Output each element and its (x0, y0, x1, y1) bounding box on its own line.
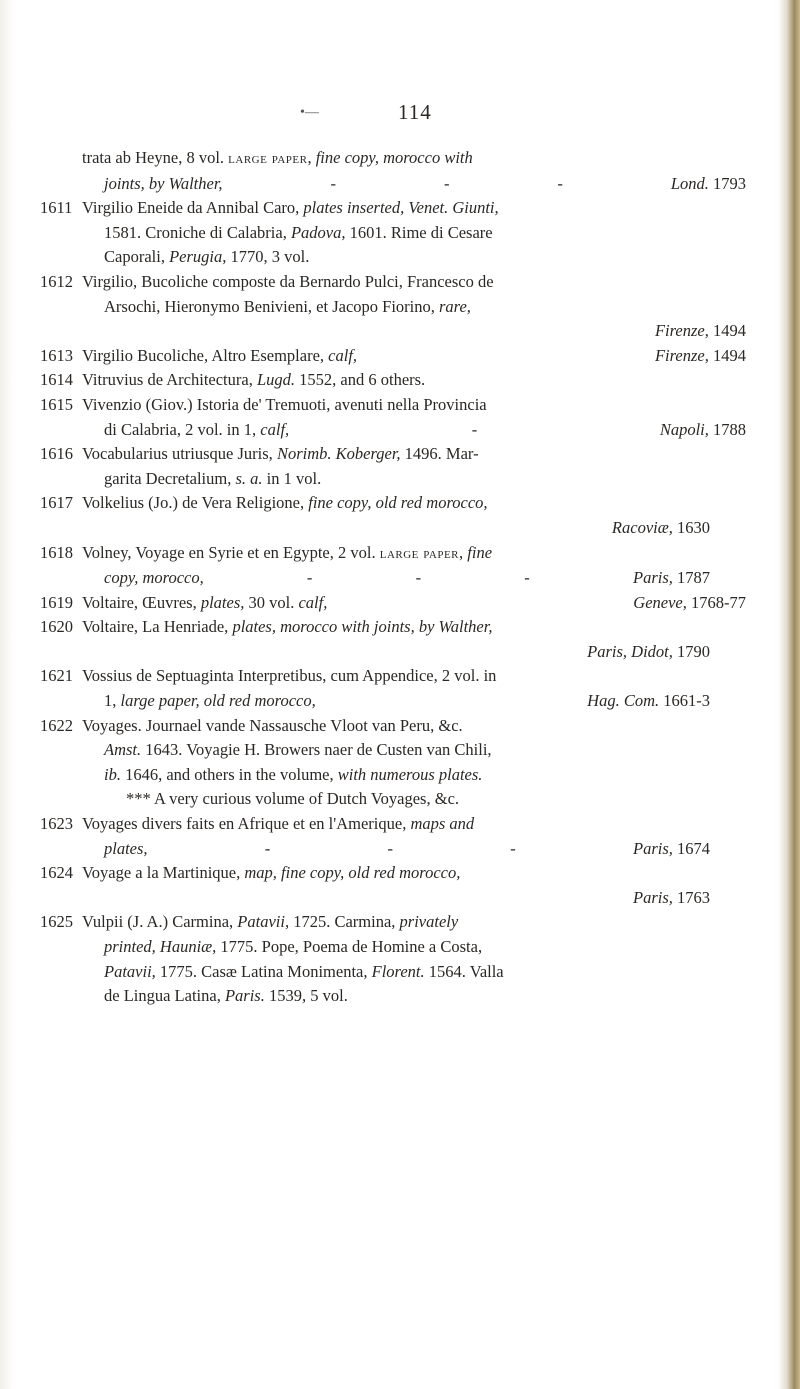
catalogue-entry: 1614 Vitruvius de Architectura, Lugd. 1552, and 6 others. (40, 368, 750, 393)
catalogue-entry: 1618 Volney, Voyage en Syrie et en Egypte, 2 vol. large paper, fine copy, morocco, - - - Paris, 1787 (40, 542, 710, 588)
lot-number: 1619 (40, 592, 73, 612)
catalogue-entry: 1624 Voyage a la Martinique, map, fine copy, old red morocco, Paris, 1763 (40, 863, 710, 907)
catalogue-entry: 1623 Voyages divers faits en Afrique et en l'Amerique, maps and plates, - - - Paris, 1674 (40, 814, 710, 858)
lot-number: 1616 (40, 444, 73, 464)
lot-number: 1612 (40, 271, 73, 291)
catalogue-entry: 1612 Virgilio, Bucoliche composte da Bernardo Pulci, Francesco de Arsochi, Hieronymo Benivieni, et Jacopo Fiorino, rare, Firenze, 1494 (40, 271, 746, 341)
catalogue-entry: 1613 Virgilio Bucoliche, Altro Esemplare, calf, Firenze, 1494 (40, 344, 750, 369)
catalogue-entry: 1615 Vivenzio (Giov.) Istoria de' Tremuoti, avenuti nella Provincia di Calabria, 2 vol. in 1, calf, - Napoli, 1788 (40, 394, 746, 439)
entry-line: joints, by Walther, - - - Lond. 1793 (104, 173, 746, 193)
lot-number: 1623 (40, 814, 73, 834)
entry-line (82, 146, 750, 172)
lot-number: 1620 (40, 617, 73, 637)
catalogue-entry: 1625 Vulpii (J. A.) Carmina, Patavii, 1725. Carmina, privately printed, Hauniæ, 1775. Pope, Poema de Homine a Costa, Patavii, 1775. Casæ Latina Monimenta, Florent. 1564. Valla de Lingua Latina, Paris. 1539, 5 vol. (40, 912, 504, 1006)
catalogue-entry: 1617 Volkelius (Jo.) de Vera Religione, fine copy, old red morocco, Racoviæ, 1630 (40, 493, 710, 537)
lot-number: 1618 (40, 542, 73, 562)
lot-number: 1624 (40, 863, 73, 883)
lot-number: 1617 (40, 493, 73, 513)
lot-number: 1625 (40, 912, 73, 932)
lot-number: 1614 (40, 370, 73, 390)
lot-number: 1621 (40, 666, 73, 686)
catalogue-entry: 1620 Voltaire, La Henriade, plates, morocco with joints, by Walther, Paris, Didot, 1790 (40, 617, 710, 661)
lot-number: 1615 (40, 394, 73, 414)
catalogue-entry: 1619 Voltaire, Œuvres, plates, 30 vol. calf, Geneve, 1768-77 (40, 591, 750, 616)
lot-number: 1613 (40, 345, 73, 365)
catalogue-entries (40, 146, 750, 1009)
page-edge (778, 0, 800, 1389)
header-mark: •— (300, 105, 319, 120)
catalogue-entry: 1622 Voyages. Journael vande Nassausche Vloot van Peru, &c. Amst. 1643. Voyagie H. Browers naer de Custen van Chili, ib. 1646, and others in the volume, with numerous plates. *** A very curious volume of Dutch Voyages, &c. (40, 715, 492, 809)
catalogue-entry: 1616 Vocabularius utriusque Juris, Norimb. Koberger, 1496. Mar- garita Decretalium, s. a. in 1 vol. (40, 444, 479, 488)
catalogue-entry (40, 146, 750, 196)
page-header (300, 100, 520, 130)
entry-line-text: trata ab Heyne, 8 vol. large paper, fine copy, morocco with (82, 148, 473, 167)
catalogue-entry: 1611 Virgilio Eneide da Annibal Caro, plates inserted, Venet. Giunti, 1581. Croniche di Calabria, Padova, 1601. Rime di Cesare Caporali, Perugia, 1770, 3 vol. (40, 198, 499, 267)
page-number: 114 (398, 100, 432, 124)
page-gutter-shadow (0, 0, 14, 1389)
lot-number: 1611 (40, 198, 73, 218)
lot-number: 1622 (40, 715, 73, 735)
catalogue-entry: 1621 Vossius de Septuaginta Interpretibus, cum Appendice, 2 vol. in 1, large paper, old red morocco, Hag. Com. 1661-3 (40, 666, 710, 711)
